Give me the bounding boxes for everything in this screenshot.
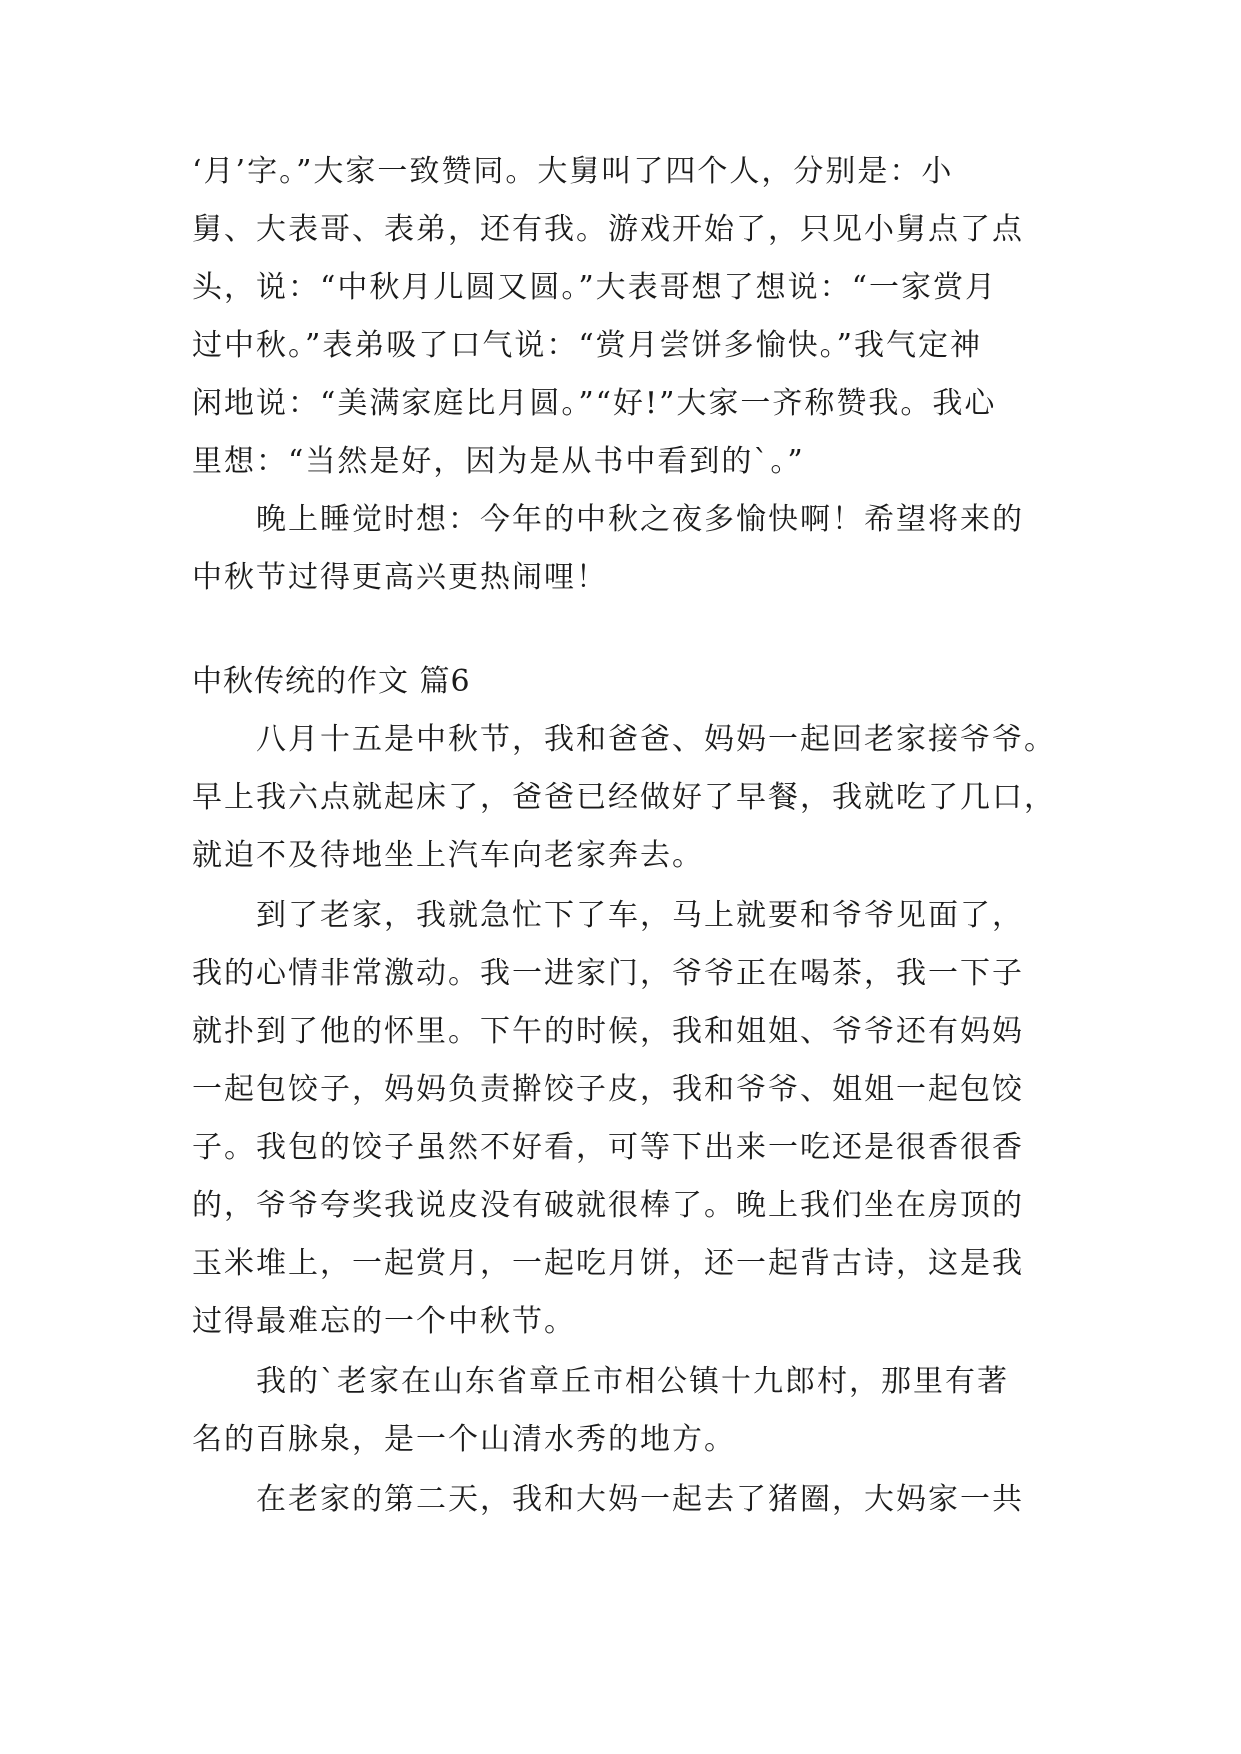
text-line: 过中秋。”表弟吸了口气说：“赏月尝饼多愉快。”我气定神 xyxy=(192,328,983,363)
text-line: 玉米堆上，一起赏月，一起吃月饼，还一起背古诗，这是我 xyxy=(192,1246,1024,1281)
text-line: 舅、大表哥、表弟，还有我。游戏开始了，只见小舅点了点 xyxy=(192,212,1024,247)
section-heading: 中秋传统的作文 篇6 xyxy=(192,664,471,699)
text-line: 中秋节过得更高兴更热闹哩！ xyxy=(192,560,608,595)
text-line: 过得最难忘的一个中秋节。 xyxy=(192,1304,576,1339)
text-line: 名的百脉泉，是一个山清水秀的地方。 xyxy=(192,1422,736,1457)
text-line: 子。我包的饺子虽然不好看，可等下出来一吃还是很香很香 xyxy=(192,1130,1024,1165)
text-line: 我的`老家在山东省章丘市相公镇十九郎村，那里有著 xyxy=(256,1364,1009,1399)
text-line: 就迫不及待地坐上汽车向老家奔去。 xyxy=(192,838,704,873)
text-line: 在老家的第二天，我和大妈一起去了猪圈，大妈家一共 xyxy=(256,1482,1024,1517)
text-line: 晚上睡觉时想：今年的中秋之夜多愉快啊！希望将来的 xyxy=(256,502,1024,537)
text-line: 到了老家，我就急忙下了车，马上就要和爷爷见面了， xyxy=(256,898,1024,933)
text-line: 里想：“当然是好，因为是从书中看到的`。” xyxy=(192,444,805,479)
text-line: 头，说：“中秋月儿圆又圆。”大表哥想了想说：“一家赏月 xyxy=(192,270,998,305)
text-line: 八月十五是中秋节，我和爸爸、妈妈一起回老家接爷爷。 xyxy=(256,722,1056,757)
text-line: 闲地说：“美满家庭比月圆。”“好!”大家一齐称赞我。我心 xyxy=(192,386,997,421)
text-line: 我的心情非常激动。我一进家门，爷爷正在喝茶，我一下子 xyxy=(192,956,1024,991)
text-line: 一起包饺子，妈妈负责擀饺子皮，我和爷爷、姐姐一起包饺 xyxy=(192,1072,1024,1107)
text-line: 的，爷爷夸奖我说皮没有破就很棒了。晚上我们坐在房顶的 xyxy=(192,1188,1024,1223)
text-line: 就扑到了他的怀里。下午的时候，我和姐姐、爷爷还有妈妈 xyxy=(192,1014,1024,1049)
text-line: 早上我六点就起床了，爸爸已经做好了早餐，我就吃了几口， xyxy=(192,780,1056,815)
text-line: ‘月’字。”大家一致赞同。大舅叫了四个人，分别是：小 xyxy=(192,154,954,189)
